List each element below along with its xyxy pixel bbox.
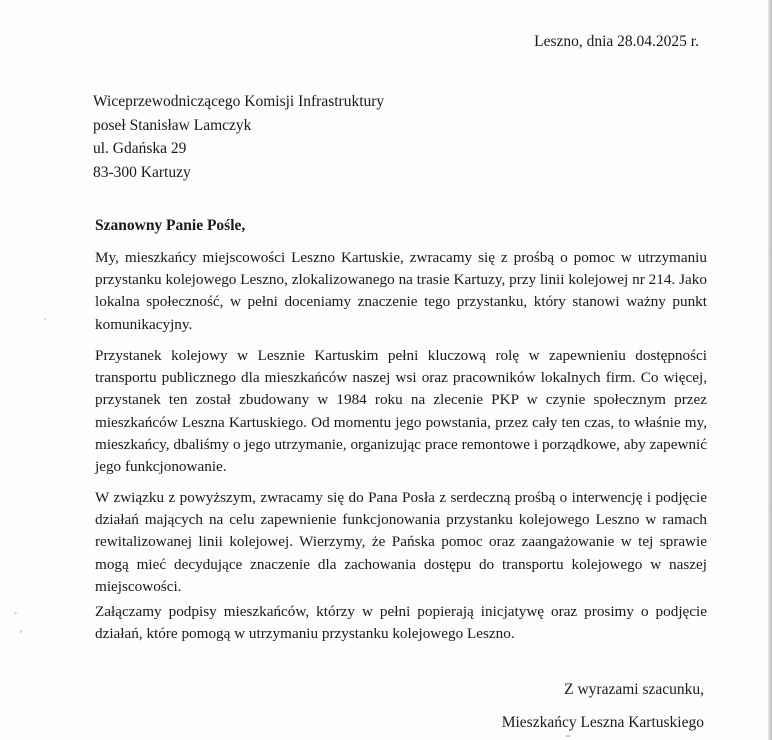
recipient-address-block bbox=[93, 90, 384, 184]
recipient-name: poseł Stanisław Lamczyk bbox=[93, 116, 252, 134]
scan-speck bbox=[14, 612, 17, 614]
closing-phrase: Z wyrazami szacunku, bbox=[564, 681, 704, 698]
body-paragraph-2: Przystanek kolejowy w Lesznie Kartuskim pełni kluczową rolę w zapewnieniu dostępności transportu publicznego dla mieszkańców naszej wsi oraz pracowników lokalnych firm. Co więcej, przystanek ten został zbudowany w 1984 roku na zlecenie PKP w czynie społecznym przez mieszkańców Leszna Kartuskiego. Od momentu jego powstania, przez cały ten czas, to właśnie my, mieszkańcy, dbaliśmy o jego utrzymanie, organizując prace remontowe i porządkowe, aby zapewnić jego funkcjonowanie. bbox=[95, 347, 707, 476]
recipient-street: ul. Gdańska 29 bbox=[93, 140, 187, 157]
signature-line: Mieszkańcy Leszna Kartuskiego bbox=[501, 714, 704, 731]
date-line: Leszno, dnia 28.04.2025 r. bbox=[534, 33, 699, 50]
scan-speck bbox=[565, 735, 571, 737]
scan-speck bbox=[20, 630, 22, 633]
scan-edge-shadow bbox=[768, 0, 772, 740]
body-paragraph-3: W związku z powyższym, zwracamy się do Pana Posła z serdeczną prośbą o interwencję i podjęcie działań mających na celu zapewnienie funkcjonowania przystanku kolejowego Leszno w ramach rewitalizowanej linii kolejowej. Wierzymy, że Pańska pomoc oraz zaangażowanie w tej sprawie mogą mieć decydujące znaczenie dla zachowania dostępu do transportu kolejowego w naszej miejscowości. bbox=[95, 489, 707, 595]
body-paragraph-1: My, mieszkańcy miejscowości Leszno Kartuskie, zwracamy się z prośbą o pomoc w utrzymaniu przystanku kolejowego Leszno, zlokalizowanego na trasie Kartuzy, przy linii kolejowej nr 214. Jako lokalna społeczność, w pełni doceniamy znaczenie tego przystanku, który stanowi ważny punkt komunikacyjny. bbox=[95, 249, 707, 333]
salutation: Szanowny Panie Pośle, bbox=[95, 217, 246, 234]
body-paragraph-4: Załączamy podpisy mieszkańców, którzy w pełni popierają inicjatywę oraz prosimy o podjęcie działań, które pomogą w utrzymaniu przystanku kolejowego Leszno. bbox=[95, 603, 707, 643]
recipient-title: Wiceprzewodniczącego Komisji Infrastruktury bbox=[93, 93, 385, 110]
recipient-postal-city: 83-300 Kartuzy bbox=[93, 163, 191, 181]
scan-speck bbox=[44, 318, 46, 320]
